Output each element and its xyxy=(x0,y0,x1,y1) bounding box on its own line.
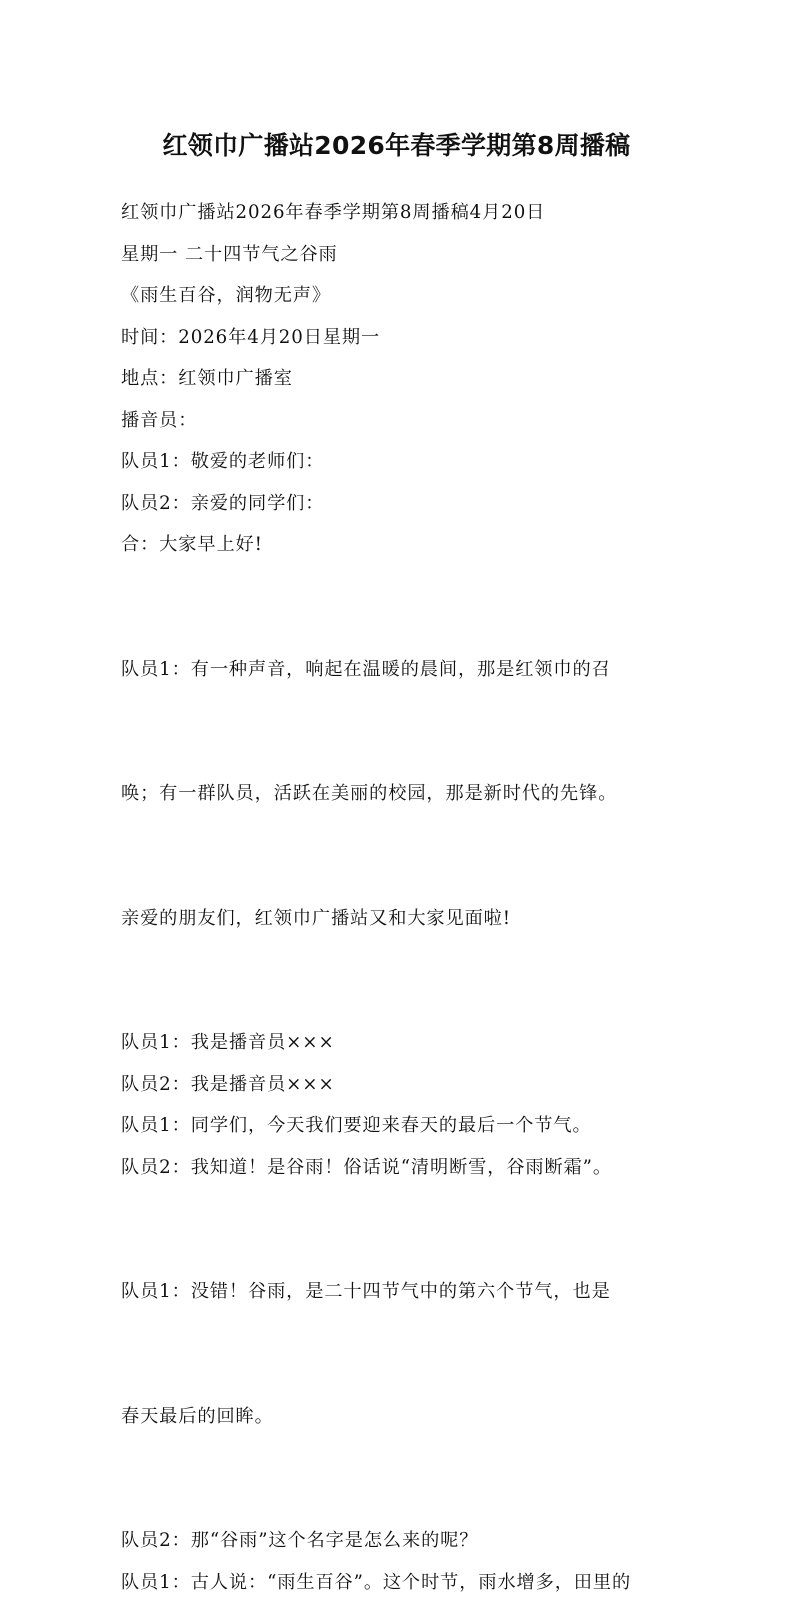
text-line: 地点：红领巾广播室 xyxy=(121,358,681,400)
paragraph xyxy=(121,566,681,1023)
document-title: 红领巾广播站2026年春季学期第8周播稿 xyxy=(0,124,793,168)
text-line: 春天最后的回眸。 xyxy=(121,1396,681,1438)
paragraph xyxy=(121,317,681,359)
paragraph xyxy=(121,1520,681,1562)
text-line: 队员1：敬爱的老师们： xyxy=(121,441,681,483)
text-line: 唤；有一群队员，活跃在美丽的校园，那是新时代的先锋。 xyxy=(121,773,681,815)
document-body xyxy=(121,192,681,1603)
paragraph xyxy=(121,524,681,566)
paragraph xyxy=(121,483,681,525)
paragraph xyxy=(121,1105,681,1147)
paragraph xyxy=(121,275,681,317)
text-line: 队员2：我知道！是谷雨！俗话说“清明断雪，谷雨断霜”。 xyxy=(121,1147,681,1189)
text-line: 队员2：我是播音员××× xyxy=(121,1064,681,1106)
paragraph xyxy=(121,234,681,276)
text-line: 星期一 二十四节气之谷雨 xyxy=(121,234,681,276)
text-line: 队员1：没错！谷雨，是二十四节气中的第六个节气，也是 xyxy=(121,1271,681,1313)
paragraph xyxy=(121,400,681,442)
paragraph xyxy=(121,1562,681,1603)
text-line: 队员2：亲爱的同学们： xyxy=(121,483,681,525)
paragraph xyxy=(121,358,681,400)
paragraph xyxy=(121,1022,681,1064)
text-line: 合：大家早上好! xyxy=(121,524,681,566)
text-line: 播音员： xyxy=(121,400,681,442)
paragraph xyxy=(121,1188,681,1520)
text-line: 亲爱的朋友们，红领巾广播站又和大家见面啦! xyxy=(121,898,681,940)
paragraph xyxy=(121,1064,681,1106)
paragraph xyxy=(121,192,681,234)
text-line: 红领巾广播站2026年春季学期第8周播稿4月20日 xyxy=(121,192,681,234)
text-line: 队员1：同学们，今天我们要迎来春天的最后一个节气。 xyxy=(121,1105,681,1147)
text-line: 队员1：有一种声音，响起在温暖的晨间，那是红领巾的召 xyxy=(121,649,681,691)
paragraph xyxy=(121,1147,681,1189)
paragraph xyxy=(121,441,681,483)
text-line: 队员1：古人说：“雨生百谷”。这个时节，雨水增多，田里的 xyxy=(121,1562,681,1603)
text-line: 队员1：我是播音员××× xyxy=(121,1022,681,1064)
text-line: 《雨生百谷，润物无声》 xyxy=(121,275,681,317)
text-line: 队员2：那“谷雨”这个名字是怎么来的呢？ xyxy=(121,1520,681,1562)
text-line: 时间：2026年4月20日星期一 xyxy=(121,317,681,359)
